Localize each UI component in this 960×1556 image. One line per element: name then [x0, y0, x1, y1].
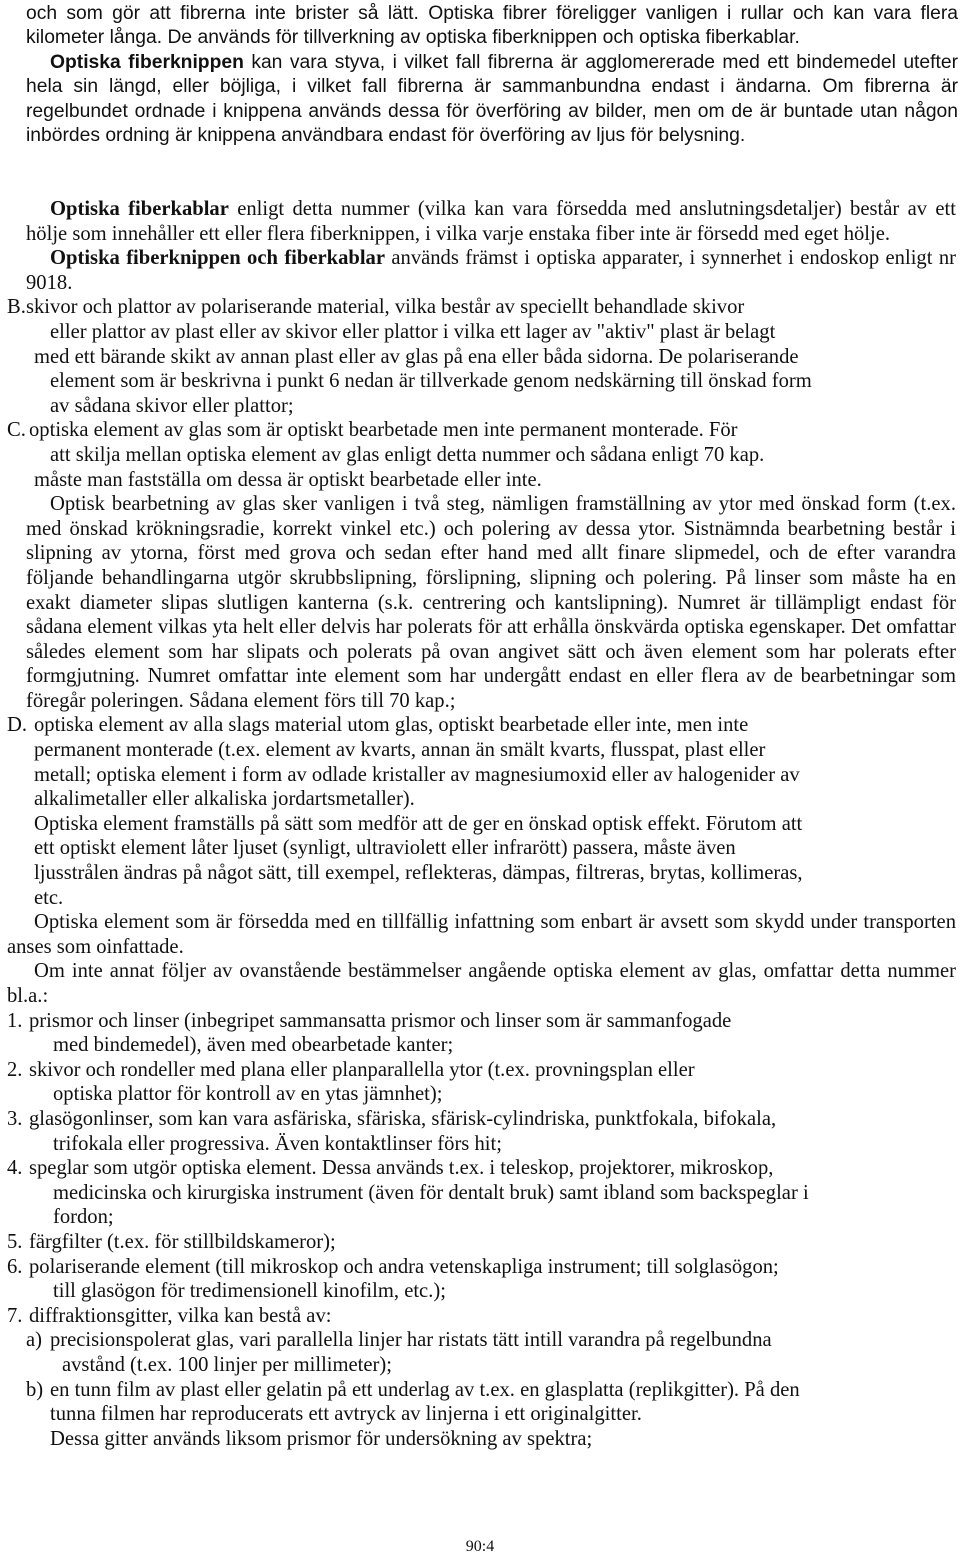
term-fiberknippen-och-kablar: Optiska fiberknippen och fiberkablar [50, 247, 385, 270]
sub-list-item: a) precisionspolerat glas, vari parallella linjer har ristats tätt intill varandra på regelbundna avstånd (t.ex. 100 linjer per millimeter); [26, 1329, 772, 1376]
section-d-para1-line-4: etc. [34, 886, 64, 909]
intro-paragraph-4: Optiska fiberknippen och fiberkablar används främst i optiska apparater, i synnerhet i endoskop enligt nr 9018. [26, 247, 956, 294]
section-b-line-2: eller plattor av plast eller av skivor eller plattor i vilka ett lager av "aktiv" plast är belagt [50, 320, 776, 343]
section-c-label: C. [7, 419, 26, 442]
sub-list [0, 1328, 960, 1451]
section-c-line-2: att skilja mellan optiska element av glas enligt detta nummer och sådana enligt 70 kap. [50, 443, 765, 466]
section-d-para1-line-2: ett optiskt element låter ljuset (synligt, ultraviolett eller infrarött) passera, måste även [34, 837, 736, 860]
numbered-list [0, 1009, 960, 1329]
section-d-line-1: optiska element av alla slags material utom glas, optiskt bearbetade eller inte, men inte [34, 714, 749, 737]
section-d-line-4: alkalimetaller eller alkaliska jordartsmetaller). [34, 788, 415, 811]
section-d-para1-line-3: ljusstrålen ändras på något sätt, till exempel, reflekteras, dämpas, filtreras, brytas, kollimeras, [34, 862, 803, 885]
list-item: 4. speglar som utgör optiska element. Dessa används t.ex. i teleskop, projektorer, mikroskop, medicinska och kirurgiska instrument (även för dentalt bruk) samt ibland som backspeglar i fordon; [7, 1157, 809, 1229]
intro-paragraph-3: Optiska fiberkablar enligt detta nummer (vilka kan vara försedda med anslutningsdetaljer) består av ett hölje som innehåller ett eller flera fiberknippen, i vilka varje enstaka fiber inte är försedd med eget hölje. [26, 198, 956, 245]
intro-paragraph-1: och som gör att fibrerna inte brister så lätt. Optiska fibrer föreligger vanligen i rullar och kan vara flera kilometer långa. De används för tillverkning av optiska fiberknippen och optiska fiberkablar. [26, 3, 958, 49]
section-b-label: B. [7, 296, 26, 319]
list-item: 7. diffraktionsgitter, vilka kan bestå av: [7, 1304, 332, 1327]
section-d-paragraph-3: Om inte annat följer av ovanstående bestämmelser angående optiska element av glas, omfattar detta nummer bl.a.: [7, 960, 956, 1007]
intro-paragraph-2: Optiska fiberknippen kan vara styva, i vilket fall fibrerna är agglomererade med ett bindemedel utefter hela sin längd, eller böjliga, i vilket fall fibrerna är sammanbundna endast i ändarna. Om fibrerna är regelbundet ordnade i knippena används dessa för överföring av bilder, men om de är buntade utan någon inbördes ordning är knippena användbara endast för överföring av ljus för belysning. [26, 51, 958, 147]
section-b-line-5: av sådana skivor eller plattor; [50, 394, 294, 417]
section-c-line-3: måste man fastställa om dessa är optiskt bearbetade eller inte. [34, 468, 542, 491]
section-d-label: D. [7, 714, 28, 737]
list-item: 3. glasögonlinser, som kan vara asfäriska, sfäriska, sfärisk-cylindriska, punktfokala, bifokala, trifokala eller progressiva. Även kontaktlinser förs hit; [7, 1107, 777, 1155]
list-item: 5. färgfilter (t.ex. för stillbildskameror); [7, 1230, 336, 1253]
section-c [0, 418, 960, 492]
page-number: 90:4 [465, 1538, 495, 1555]
body-block [0, 197, 960, 1451]
section-c-paragraph: Optisk bearbetning av glas sker vanligen i två steg, nämligen framställning av ytor med önskad form (t.ex. med önskad krökningsradie, korrekt vinkel etc.) och polering av dessa ytor. Sistnämnda bearbetning består i slipning av ytorna, först med grova och sedan efter hand med allt finare slipmedel, och de efter varandra följande behandlingarna utgör skrubbslipning, förslipning, slipning och polering. På linser som måste ha en exakt diameter slipas slutligen kanterna (s.k. centrering och kantslipning). Numret är tillämpligt endast för sådana element vilkas yta helt eller delvis har polerats för att erhålla önskvärda optiska egenskaper. Det omfattar således element som har slipats och polerats på ovan angivet sätt och även element som har polerats efter formgjutning. Numret omfattar inte element som har undergått endast en eller flera av de bearbetningar som föregår poleringen. Sådana element förs till 70 kap.; [26, 493, 956, 712]
section-b [0, 295, 960, 418]
list-item: 1. prismor och linser (inbegripet sammansatta prismor och linser som är sammanfogade med bindemedel), även med obearbetade kanter; [7, 1009, 732, 1057]
section-b-line-4: element som är beskrivna i punkt 6 nedan är tillverkade genom nedskärning till önskad form [50, 370, 812, 393]
section-d-paragraph-2: Optiska element som är försedda med en tillfällig infattning som enbart är avsett som skydd under transporten anses som oinfattade. [7, 911, 956, 958]
section-d-line-3: metall; optiska element i form av odlade kristaller av magnesiumoxid eller av halogenider av [34, 763, 800, 786]
section-b-line-1: skivor och plattor av polariserande material, vilka består av speciellt behandlade skivor [26, 296, 745, 319]
section-d-line-2: permanent monterade (t.ex. element av kvarts, annan än smält kvarts, flusspat, plast eller [34, 739, 766, 762]
term-fiberkablar: Optiska fiberkablar [50, 198, 229, 220]
sub-list-item: b) en tunn film av plast eller gelatin på ett underlag av t.ex. en glasplatta (replikgitter). På den tunna filmen har reproducerats ett avtryck av linjerna i ett originalgitter. Dessa gitter används liksom prismor för undersökning av spektra; [26, 1378, 800, 1450]
section-c-line-1: optiska element av glas som är optiskt bearbetade men inte permanent monterade. För [29, 419, 738, 442]
list-item: 2. skivor och rondeller med plana eller planparallella ytor (t.ex. provningsplan eller optiska plattor för kontroll av en ytas jämnhet); [7, 1058, 695, 1106]
section-d-para1-line-1: Optiska element framställs på sätt som medför att de ger en önskad optisk effekt. Förutom att [34, 812, 803, 835]
term-fiberknippen: Optiska fiberknippen [50, 51, 244, 73]
section-b-line-3: med ett bärande skikt av annan plast eller av glas på ena eller båda sidorna. De polariserande [34, 345, 799, 368]
intro-block [26, 2, 958, 148]
section-d [0, 713, 960, 910]
list-item: 6. polariserande element (till mikroskop och andra vetenskapliga instrument; till solglasögon; till glasögon för tredimensionell kinofilm, etc.); [7, 1255, 779, 1303]
